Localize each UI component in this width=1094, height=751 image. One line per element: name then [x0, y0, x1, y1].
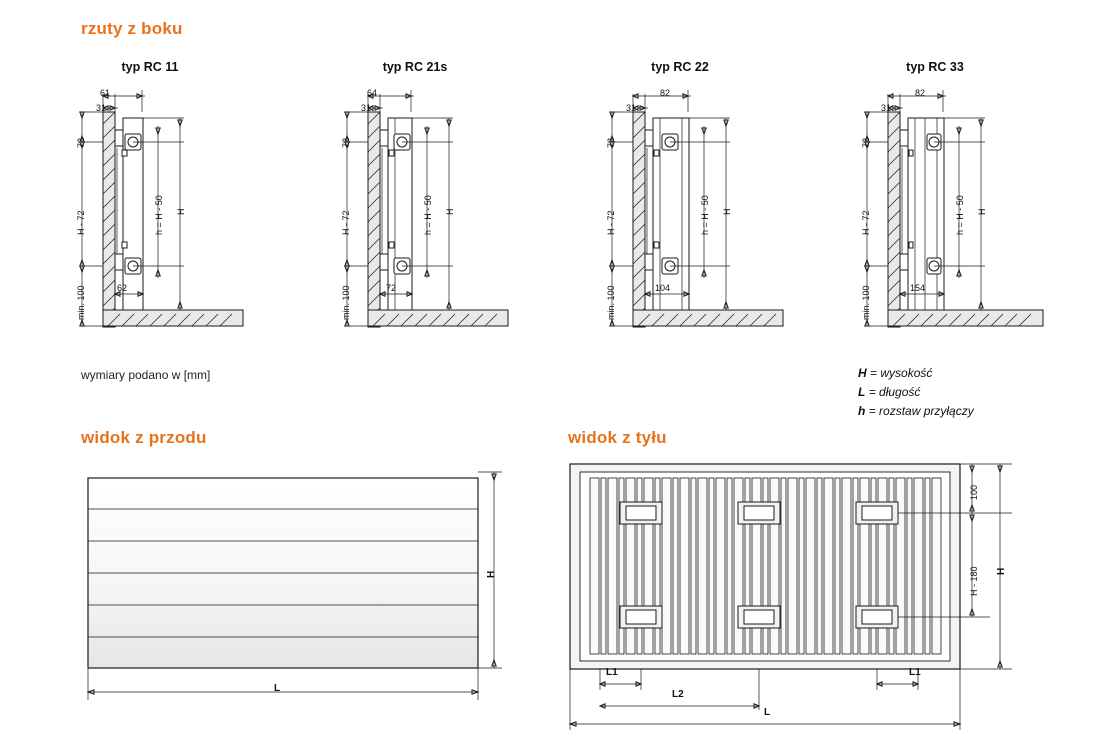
dim-inner-h-rc11: h = H - 50 — [154, 195, 164, 235]
dim-left-bottom-rc22: min. 100 — [606, 285, 616, 320]
legend-text-h-small: = rozstaw przyłączy — [868, 404, 974, 418]
dim-bottom-rc33: 154 — [910, 283, 926, 293]
side-view-title-rc21s: typ RC 21s — [382, 60, 448, 74]
legend-text-h: = wysokość — [870, 366, 933, 380]
dim-inner-h-rc22: h = H - 50 — [700, 195, 710, 235]
units-note: wymiary podano w [mm] — [81, 368, 211, 382]
dim-inner-h-rc33: h = H - 50 — [955, 195, 965, 235]
dim-top-inner-rc33: 31 — [881, 103, 892, 113]
rear-view-dim-mid-right: H - 180 — [969, 566, 979, 596]
rear-view-title: widok z tyłu — [568, 428, 667, 447]
rear-view-height-label: H — [996, 567, 1007, 575]
side-view-title-rc33: typ RC 33 — [906, 60, 964, 74]
front-view-title: widok z przodu — [81, 428, 207, 447]
front-view-drawing — [70, 460, 520, 720]
dim-outer-h-rc22: H — [722, 208, 732, 215]
rear-view-l: L — [764, 707, 771, 718]
side-view-title-rc22: typ RC 22 — [651, 60, 709, 74]
dim-left-top-rc21s: 72 — [341, 137, 351, 148]
dim-left-bottom-rc21s: min. 100 — [341, 285, 351, 320]
legend-symbol-h-small: h — [858, 404, 866, 418]
dim-bottom-rc11: 62 — [117, 283, 128, 293]
dim-left-bottom-rc33: min. 100 — [861, 285, 871, 320]
dim-top-outer-rc21s: 64 — [367, 88, 378, 98]
legend-text-l: = długość — [868, 385, 921, 399]
rear-view-l1-right: L1 — [909, 667, 921, 678]
legend-symbol-l: L — [858, 385, 866, 399]
legend-symbol-h: H — [858, 366, 867, 380]
side-views-title: rzuty z boku — [81, 19, 183, 38]
dim-left-mid-rc33: H - 72 — [861, 210, 871, 235]
dim-left-bottom-rc11: min. 100 — [76, 285, 86, 320]
dim-outer-h-rc11: H — [176, 208, 186, 215]
dim-left-top-rc11: 72 — [76, 137, 86, 148]
side-view-title-rc11: typ RC 11 — [121, 60, 179, 74]
dim-top-inner-rc11: 31 — [96, 103, 107, 113]
front-view-length-label: L — [274, 683, 281, 694]
dim-top-outer-rc22: 82 — [660, 88, 671, 98]
dim-bottom-rc22: 104 — [655, 283, 671, 293]
side-view-drawing-rc22 — [590, 82, 800, 347]
rear-view-dim-top-right: 100 — [969, 484, 979, 500]
legend-block — [858, 366, 974, 418]
dim-bottom-rc21s: 72 — [386, 283, 397, 293]
dim-outer-h-rc21s: H — [445, 208, 455, 215]
dim-left-top-rc22: 72 — [606, 137, 616, 148]
dim-top-outer-rc33: 82 — [915, 88, 926, 98]
dim-left-top-rc33: 72 — [861, 137, 871, 148]
rear-view-l1-left: L1 — [606, 667, 618, 678]
dim-left-mid-rc22: H - 72 — [606, 210, 616, 235]
front-view-height-label: H — [486, 570, 497, 578]
dim-top-outer-rc11: 61 — [100, 88, 111, 98]
dim-top-inner-rc21s: 31 — [361, 103, 372, 113]
dim-left-mid-rc21s: H - 72 — [341, 210, 351, 235]
dim-top-inner-rc22: 31 — [626, 103, 637, 113]
dim-inner-h-rc21s: h = H - 50 — [423, 195, 433, 235]
dim-left-mid-rc11: H - 72 — [76, 210, 86, 235]
dim-outer-h-rc33: H — [977, 208, 987, 215]
rear-view-l2: L2 — [672, 689, 684, 700]
rear-view-drawing — [560, 458, 1020, 743]
